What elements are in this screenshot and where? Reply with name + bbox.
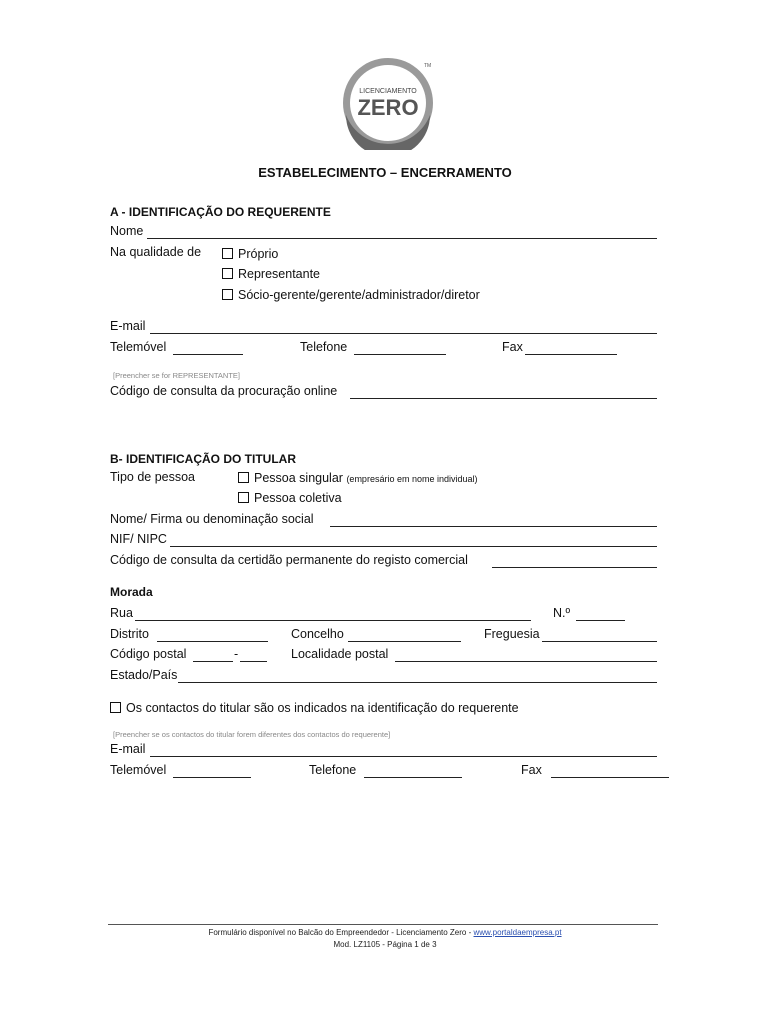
contactos-titular-option[interactable] — [110, 701, 519, 715]
concelho-label: Concelho — [291, 627, 344, 641]
concelho-field[interactable] — [348, 641, 461, 642]
certidao-label: Código de consulta da certidão permanente do registo comercial — [110, 553, 468, 567]
footer-line1 — [0, 928, 770, 937]
option-pessoa-coletiva[interactable] — [238, 491, 342, 505]
certidao-field[interactable] — [492, 567, 657, 568]
telemovel-label: Telemóvel — [110, 340, 167, 354]
codigo-procuracao-field[interactable] — [350, 398, 657, 399]
contactos-titular-label: Os contactos do titular são os indicados na identificação do requerente — [126, 701, 519, 715]
email-field[interactable] — [150, 333, 657, 334]
estado-pais-field[interactable] — [178, 682, 657, 683]
rua-label: Rua — [110, 606, 133, 620]
nome-field[interactable] — [147, 238, 657, 239]
pessoa-singular-note: (empresário em nome individual) — [346, 474, 478, 484]
telefone-label: Telefone — [300, 340, 348, 354]
fax-label: Fax — [502, 340, 523, 354]
pessoa-singular-label: Pessoa singular — [254, 471, 343, 485]
option-socio-gerente-label: Sócio-gerente/gerente/administrador/diretor — [238, 288, 480, 302]
telemovel-field[interactable] — [173, 354, 243, 355]
codigo-postal-field-2[interactable] — [240, 661, 267, 662]
page-title: ESTABELECIMENTO – ENCERRAMENTO — [258, 165, 512, 180]
freguesia-label: Freguesia — [484, 627, 540, 641]
section-a-heading: A - IDENTIFICAÇÃO DO REQUERENTE — [110, 205, 331, 219]
codigo-postal-separator: - — [234, 647, 239, 661]
footer-text: Formulário disponível no Balcão do Empreendedor - Licenciamento Zero - — [208, 928, 472, 937]
option-representante[interactable] — [222, 267, 320, 281]
codigo-postal-field-1[interactable] — [193, 661, 233, 662]
qualidade-label: Na qualidade de — [110, 245, 202, 259]
titular-email-field[interactable] — [150, 756, 657, 757]
licenciamento-zero-logo — [338, 55, 438, 150]
codigo-procuracao-label: Código de consulta da procuração online — [110, 384, 338, 398]
option-pessoa-singular[interactable] — [238, 471, 478, 485]
checkbox-proprio[interactable] — [222, 248, 233, 259]
rua-field[interactable] — [135, 620, 531, 621]
estado-pais-label: Estado/País — [110, 668, 178, 682]
footer-line2: Mod. LZ1105 - Página 1 de 3 — [333, 940, 437, 949]
representante-hint: [Preencher se for REPRESENTANTE] — [113, 371, 240, 380]
footer-link[interactable]: www.portaldaempresa.pt — [473, 928, 562, 937]
freguesia-field[interactable] — [542, 641, 657, 642]
nome-firma-label: Nome/ Firma ou denominação social — [110, 512, 314, 526]
titular-telemovel-field[interactable] — [173, 777, 251, 778]
titular-telefone-label: Telefone — [309, 763, 357, 777]
titular-email-label: E-mail — [110, 742, 146, 756]
telefone-field[interactable] — [354, 354, 446, 355]
codigo-postal-label: Código postal — [110, 647, 187, 661]
logo-line1: LICENCIAMENTO — [359, 88, 417, 95]
titular-fax-field[interactable] — [551, 777, 669, 778]
footer-divider — [108, 924, 658, 925]
localidade-field[interactable] — [395, 661, 657, 662]
checkbox-pessoa-singular[interactable] — [238, 472, 249, 483]
checkbox-pessoa-coletiva[interactable] — [238, 492, 249, 503]
titular-fax-label: Fax — [521, 763, 542, 777]
fax-field[interactable] — [525, 354, 617, 355]
tipo-pessoa-label: Tipo de pessoa — [110, 470, 196, 484]
logo-tm: TM — [424, 63, 432, 69]
localidade-label: Localidade postal — [291, 647, 389, 661]
logo-line2: ZERO — [357, 95, 419, 120]
option-proprio[interactable] — [222, 247, 278, 261]
distrito-label: Distrito — [110, 627, 149, 641]
morada-heading: Morada — [110, 585, 153, 599]
numero-label: N.º — [553, 606, 571, 620]
option-proprio-label: Próprio — [238, 247, 279, 261]
nome-firma-field[interactable] — [330, 526, 657, 527]
checkbox-representante[interactable] — [222, 268, 233, 279]
option-socio-gerente[interactable] — [222, 288, 480, 302]
distrito-field[interactable] — [157, 641, 268, 642]
nif-field[interactable] — [170, 546, 657, 547]
pessoa-coletiva-label: Pessoa coletiva — [254, 491, 342, 505]
checkbox-socio-gerente[interactable] — [222, 289, 233, 300]
numero-field[interactable] — [576, 620, 625, 621]
email-label: E-mail — [110, 319, 146, 333]
titular-telemovel-label: Telemóvel — [110, 763, 167, 777]
nif-label: NIF/ NIPC — [110, 532, 167, 546]
option-representante-label: Representante — [238, 267, 321, 281]
section-b-heading: B- IDENTIFICAÇÃO DO TITULAR — [110, 452, 296, 466]
titular-telefone-field[interactable] — [364, 777, 462, 778]
checkbox-contactos-titular[interactable] — [110, 702, 121, 713]
contactos-hint: [Preencher se os contactos do titular forem diferentes dos contactos do requerente] — [113, 730, 391, 739]
nome-label: Nome — [110, 224, 144, 238]
